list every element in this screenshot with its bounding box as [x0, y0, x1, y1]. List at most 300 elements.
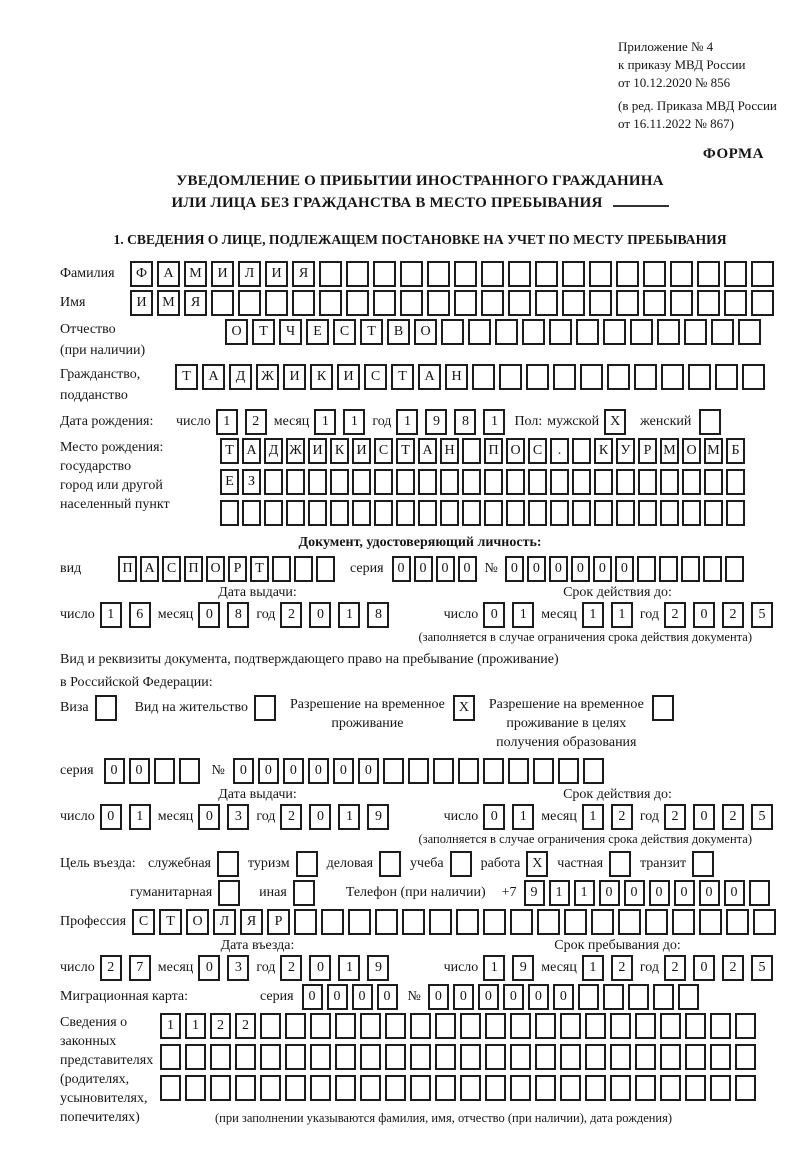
char-box[interactable] [441, 319, 464, 345]
char-box[interactable] [508, 758, 529, 784]
char-box[interactable] [710, 1013, 731, 1039]
char-box[interactable]: 1 [338, 955, 360, 981]
char-box[interactable]: Ф [130, 261, 153, 287]
char-box[interactable]: 0 [699, 880, 720, 906]
char-box[interactable] [385, 1044, 406, 1070]
char-box[interactable] [688, 364, 711, 390]
char-box[interactable]: К [330, 438, 349, 464]
checkbox-purpose-tourism[interactable] [296, 851, 318, 877]
char-box[interactable] [635, 1013, 656, 1039]
char-box[interactable]: 5 [751, 955, 773, 981]
char-box[interactable]: Я [184, 290, 207, 316]
char-box[interactable] [286, 500, 305, 526]
char-box[interactable]: Е [220, 469, 239, 495]
char-box[interactable] [751, 261, 774, 287]
char-box[interactable] [440, 469, 459, 495]
checkbox-purpose-private[interactable] [609, 851, 631, 877]
char-box[interactable]: И [130, 290, 153, 316]
char-box[interactable] [485, 1075, 506, 1101]
char-box[interactable]: И [308, 438, 327, 464]
char-box[interactable]: 0 [599, 880, 620, 906]
char-box[interactable]: 0 [302, 984, 323, 1010]
checkbox-residence-permit[interactable] [254, 695, 276, 721]
char-box[interactable] [285, 1075, 306, 1101]
char-box[interactable] [564, 909, 587, 935]
char-box[interactable]: 0 [309, 955, 331, 981]
char-box[interactable] [260, 1013, 281, 1039]
char-box[interactable] [550, 469, 569, 495]
char-box[interactable] [374, 500, 393, 526]
char-box[interactable] [585, 1044, 606, 1070]
char-box[interactable] [508, 290, 531, 316]
char-box[interactable]: 1 [100, 602, 122, 628]
char-box[interactable] [374, 469, 393, 495]
char-box[interactable] [589, 261, 612, 287]
char-box[interactable] [427, 290, 450, 316]
char-box[interactable]: 0 [593, 556, 612, 582]
char-box[interactable]: О [225, 319, 248, 345]
char-box[interactable] [154, 758, 175, 784]
char-box[interactable]: 8 [367, 602, 389, 628]
char-box[interactable] [460, 1013, 481, 1039]
checkbox-purpose-transit[interactable] [692, 851, 714, 877]
char-box[interactable]: Ж [286, 438, 305, 464]
char-box[interactable]: 1 [512, 804, 534, 830]
char-box[interactable] [653, 984, 674, 1010]
char-box[interactable] [210, 1075, 231, 1101]
char-box[interactable] [294, 909, 317, 935]
char-box[interactable] [360, 1075, 381, 1101]
char-box[interactable] [235, 1044, 256, 1070]
char-box[interactable] [735, 1044, 756, 1070]
char-box[interactable] [710, 1044, 731, 1070]
char-box[interactable]: 9 [512, 955, 534, 981]
checkbox-purpose-business-trip[interactable] [217, 851, 239, 877]
char-box[interactable] [458, 758, 479, 784]
char-box[interactable]: 2 [722, 955, 744, 981]
char-box[interactable]: 0 [549, 556, 568, 582]
char-box[interactable] [310, 1044, 331, 1070]
char-box[interactable] [610, 1075, 631, 1101]
char-box[interactable]: 0 [527, 556, 546, 582]
char-box[interactable] [352, 500, 371, 526]
char-box[interactable]: Т [360, 319, 383, 345]
char-box[interactable]: 0 [100, 804, 122, 830]
char-box[interactable] [660, 469, 679, 495]
char-box[interactable]: О [206, 556, 225, 582]
char-box[interactable] [560, 1013, 581, 1039]
char-box[interactable] [724, 290, 747, 316]
checkbox-purpose-humanitarian[interactable] [218, 880, 240, 906]
char-box[interactable] [330, 469, 349, 495]
char-box[interactable] [294, 556, 313, 582]
char-box[interactable]: . [550, 438, 569, 464]
char-box[interactable] [607, 364, 630, 390]
char-box[interactable]: С [528, 438, 547, 464]
char-box[interactable] [319, 290, 342, 316]
char-box[interactable]: 0 [308, 758, 329, 784]
char-box[interactable] [210, 1044, 231, 1070]
checkbox-purpose-other[interactable] [293, 880, 315, 906]
char-box[interactable] [616, 469, 635, 495]
char-box[interactable] [238, 290, 261, 316]
char-box[interactable] [726, 500, 745, 526]
char-box[interactable]: 0 [674, 880, 695, 906]
char-box[interactable] [610, 1013, 631, 1039]
char-box[interactable]: Д [229, 364, 252, 390]
char-box[interactable]: А [418, 438, 437, 464]
char-box[interactable] [285, 1013, 306, 1039]
char-box[interactable]: 0 [414, 556, 433, 582]
char-box[interactable] [418, 500, 437, 526]
char-box[interactable]: М [157, 290, 180, 316]
char-box[interactable] [235, 1075, 256, 1101]
char-box[interactable] [510, 1044, 531, 1070]
char-box[interactable] [560, 1044, 581, 1070]
char-box[interactable]: 1 [185, 1013, 206, 1039]
char-box[interactable] [400, 290, 423, 316]
char-box[interactable] [427, 261, 450, 287]
char-box[interactable] [657, 319, 680, 345]
char-box[interactable]: 2 [280, 804, 302, 830]
char-box[interactable]: 1 [574, 880, 595, 906]
char-box[interactable] [285, 1044, 306, 1070]
char-box[interactable] [535, 261, 558, 287]
char-box[interactable] [526, 364, 549, 390]
char-box[interactable] [684, 319, 707, 345]
char-box[interactable]: И [211, 261, 234, 287]
char-box[interactable] [726, 909, 749, 935]
char-box[interactable]: 0 [724, 880, 745, 906]
char-box[interactable]: 0 [483, 602, 505, 628]
char-box[interactable]: 0 [528, 984, 549, 1010]
char-box[interactable]: Т [220, 438, 239, 464]
char-box[interactable]: О [682, 438, 701, 464]
char-box[interactable] [375, 909, 398, 935]
char-box[interactable]: М [660, 438, 679, 464]
char-box[interactable] [400, 261, 423, 287]
char-box[interactable] [710, 1075, 731, 1101]
char-box[interactable]: 5 [751, 602, 773, 628]
char-box[interactable] [638, 500, 657, 526]
char-box[interactable] [618, 909, 641, 935]
char-box[interactable]: 2 [722, 602, 744, 628]
char-box[interactable]: С [374, 438, 393, 464]
checkbox-temp-residence[interactable]: X [453, 695, 475, 721]
char-box[interactable] [535, 290, 558, 316]
char-box[interactable] [510, 1013, 531, 1039]
char-box[interactable] [485, 1013, 506, 1039]
char-box[interactable] [553, 364, 576, 390]
char-box[interactable] [670, 290, 693, 316]
char-box[interactable] [308, 500, 327, 526]
char-box[interactable]: 1 [483, 409, 505, 435]
char-box[interactable] [726, 469, 745, 495]
char-box[interactable]: 0 [358, 758, 379, 784]
char-box[interactable] [484, 500, 503, 526]
char-box[interactable]: 0 [104, 758, 125, 784]
char-box[interactable] [735, 1013, 756, 1039]
char-box[interactable]: 0 [283, 758, 304, 784]
char-box[interactable]: 1 [549, 880, 570, 906]
char-box[interactable] [735, 1075, 756, 1101]
char-box[interactable]: Р [638, 438, 657, 464]
char-box[interactable]: 0 [483, 804, 505, 830]
char-box[interactable]: М [704, 438, 723, 464]
char-box[interactable]: С [162, 556, 181, 582]
char-box[interactable] [630, 319, 653, 345]
char-box[interactable]: Р [228, 556, 247, 582]
char-box[interactable]: 0 [615, 556, 634, 582]
char-box[interactable] [637, 556, 656, 582]
char-box[interactable] [454, 290, 477, 316]
char-box[interactable] [242, 500, 261, 526]
char-box[interactable] [360, 1013, 381, 1039]
char-box[interactable] [594, 500, 613, 526]
char-box[interactable] [179, 758, 200, 784]
char-box[interactable] [685, 1013, 706, 1039]
char-box[interactable] [462, 500, 481, 526]
checkbox-sex-male[interactable]: X [604, 409, 626, 435]
char-box[interactable] [549, 319, 572, 345]
char-box[interactable] [462, 438, 481, 464]
char-box[interactable] [591, 909, 614, 935]
char-box[interactable]: Д [264, 438, 283, 464]
char-box[interactable] [562, 290, 585, 316]
char-box[interactable]: 1 [216, 409, 238, 435]
char-box[interactable] [562, 261, 585, 287]
char-box[interactable]: 1 [343, 409, 365, 435]
char-box[interactable] [749, 880, 770, 906]
char-box[interactable]: 9 [367, 955, 389, 981]
char-box[interactable] [402, 909, 425, 935]
char-box[interactable] [454, 261, 477, 287]
char-box[interactable]: З [242, 469, 261, 495]
char-box[interactable]: 0 [309, 804, 331, 830]
char-box[interactable] [483, 758, 504, 784]
char-box[interactable] [753, 909, 776, 935]
char-box[interactable] [310, 1075, 331, 1101]
char-box[interactable] [440, 500, 459, 526]
char-box[interactable] [537, 909, 560, 935]
char-box[interactable] [410, 1075, 431, 1101]
char-box[interactable] [335, 1075, 356, 1101]
char-box[interactable]: 7 [129, 955, 151, 981]
char-box[interactable]: Е [306, 319, 329, 345]
char-box[interactable] [610, 1044, 631, 1070]
char-box[interactable]: 0 [436, 556, 455, 582]
char-box[interactable]: К [594, 438, 613, 464]
char-box[interactable] [583, 758, 604, 784]
char-box[interactable]: 2 [245, 409, 267, 435]
char-box[interactable] [462, 469, 481, 495]
char-box[interactable] [429, 909, 452, 935]
char-box[interactable]: И [337, 364, 360, 390]
char-box[interactable] [634, 364, 657, 390]
char-box[interactable]: 0 [198, 955, 220, 981]
char-box[interactable] [672, 909, 695, 935]
char-box[interactable]: 1 [483, 955, 505, 981]
char-box[interactable] [460, 1075, 481, 1101]
char-box[interactable] [319, 261, 342, 287]
char-box[interactable]: П [118, 556, 137, 582]
char-box[interactable] [472, 364, 495, 390]
char-box[interactable] [528, 469, 547, 495]
checkbox-visa[interactable] [95, 695, 117, 721]
char-box[interactable] [264, 500, 283, 526]
char-box[interactable] [495, 319, 518, 345]
char-box[interactable]: И [352, 438, 371, 464]
char-box[interactable]: 2 [280, 602, 302, 628]
char-box[interactable]: А [418, 364, 441, 390]
char-box[interactable] [616, 261, 639, 287]
char-box[interactable]: У [616, 438, 635, 464]
char-box[interactable] [433, 758, 454, 784]
char-box[interactable] [335, 1013, 356, 1039]
char-box[interactable] [724, 261, 747, 287]
char-box[interactable]: 8 [454, 409, 476, 435]
char-box[interactable]: 0 [505, 556, 524, 582]
char-box[interactable] [272, 556, 291, 582]
char-box[interactable]: 0 [478, 984, 499, 1010]
char-box[interactable]: 3 [227, 955, 249, 981]
char-box[interactable] [346, 290, 369, 316]
char-box[interactable]: Л [213, 909, 236, 935]
char-box[interactable] [659, 556, 678, 582]
char-box[interactable] [699, 909, 722, 935]
char-box[interactable] [410, 1013, 431, 1039]
char-box[interactable]: Т [159, 909, 182, 935]
char-box[interactable]: 0 [352, 984, 373, 1010]
char-box[interactable] [572, 438, 591, 464]
char-box[interactable]: 3 [227, 804, 249, 830]
char-box[interactable]: 1 [314, 409, 336, 435]
char-box[interactable] [522, 319, 545, 345]
char-box[interactable] [711, 319, 734, 345]
char-box[interactable] [286, 469, 305, 495]
char-box[interactable] [485, 1044, 506, 1070]
char-box[interactable] [260, 1075, 281, 1101]
char-box[interactable]: 1 [160, 1013, 181, 1039]
char-box[interactable]: 1 [396, 409, 418, 435]
char-box[interactable]: Я [240, 909, 263, 935]
char-box[interactable] [533, 758, 554, 784]
char-box[interactable] [580, 364, 603, 390]
char-box[interactable] [264, 469, 283, 495]
char-box[interactable] [585, 1013, 606, 1039]
char-box[interactable]: О [186, 909, 209, 935]
char-box[interactable] [685, 1075, 706, 1101]
char-box[interactable] [616, 500, 635, 526]
char-box[interactable] [185, 1044, 206, 1070]
char-box[interactable] [211, 290, 234, 316]
char-box[interactable] [185, 1075, 206, 1101]
char-box[interactable] [643, 290, 666, 316]
char-box[interactable] [220, 500, 239, 526]
char-box[interactable] [661, 364, 684, 390]
checkbox-edu-residence[interactable] [652, 695, 674, 721]
char-box[interactable] [704, 469, 723, 495]
char-box[interactable]: Н [440, 438, 459, 464]
char-box[interactable]: Т [250, 556, 269, 582]
char-box[interactable]: 1 [129, 804, 151, 830]
char-box[interactable] [681, 556, 700, 582]
char-box[interactable] [483, 909, 506, 935]
char-box[interactable] [678, 984, 699, 1010]
char-box[interactable]: П [484, 438, 503, 464]
char-box[interactable] [578, 984, 599, 1010]
char-box[interactable] [499, 364, 522, 390]
char-box[interactable] [292, 290, 315, 316]
char-box[interactable]: А [202, 364, 225, 390]
char-box[interactable]: О [506, 438, 525, 464]
char-box[interactable]: П [184, 556, 203, 582]
char-box[interactable] [528, 500, 547, 526]
char-box[interactable]: 9 [367, 804, 389, 830]
char-box[interactable] [360, 1044, 381, 1070]
char-box[interactable]: Т [391, 364, 414, 390]
char-box[interactable] [682, 469, 701, 495]
char-box[interactable] [738, 319, 761, 345]
char-box[interactable]: Ч [279, 319, 302, 345]
char-box[interactable] [321, 909, 344, 935]
char-box[interactable] [603, 984, 624, 1010]
char-box[interactable] [160, 1044, 181, 1070]
char-box[interactable]: 1 [611, 602, 633, 628]
char-box[interactable]: 2 [100, 955, 122, 981]
char-box[interactable] [435, 1013, 456, 1039]
char-box[interactable]: 2 [611, 955, 633, 981]
char-box[interactable] [643, 261, 666, 287]
char-box[interactable]: 8 [227, 602, 249, 628]
char-box[interactable]: 0 [129, 758, 150, 784]
char-box[interactable]: Н [445, 364, 468, 390]
char-box[interactable]: 0 [503, 984, 524, 1010]
char-box[interactable]: 0 [428, 984, 449, 1010]
char-box[interactable] [396, 469, 415, 495]
char-box[interactable] [628, 984, 649, 1010]
char-box[interactable] [510, 1075, 531, 1101]
char-box[interactable] [383, 758, 404, 784]
char-box[interactable]: 2 [280, 955, 302, 981]
char-box[interactable] [725, 556, 744, 582]
char-box[interactable]: 0 [693, 804, 715, 830]
char-box[interactable] [506, 500, 525, 526]
char-box[interactable]: И [283, 364, 306, 390]
char-box[interactable] [535, 1044, 556, 1070]
char-box[interactable]: 0 [571, 556, 590, 582]
char-box[interactable]: С [333, 319, 356, 345]
char-box[interactable]: 2 [235, 1013, 256, 1039]
char-box[interactable] [660, 500, 679, 526]
char-box[interactable] [572, 500, 591, 526]
char-box[interactable]: Т [396, 438, 415, 464]
char-box[interactable] [508, 261, 531, 287]
char-box[interactable] [435, 1075, 456, 1101]
char-box[interactable] [697, 290, 720, 316]
char-box[interactable]: К [310, 364, 333, 390]
char-box[interactable] [550, 500, 569, 526]
char-box[interactable]: 2 [664, 804, 686, 830]
char-box[interactable]: М [184, 261, 207, 287]
char-box[interactable]: 0 [327, 984, 348, 1010]
char-box[interactable]: 2 [722, 804, 744, 830]
char-box[interactable]: Б [726, 438, 745, 464]
char-box[interactable] [460, 1044, 481, 1070]
char-box[interactable] [484, 469, 503, 495]
char-box[interactable]: Т [252, 319, 275, 345]
char-box[interactable] [660, 1044, 681, 1070]
